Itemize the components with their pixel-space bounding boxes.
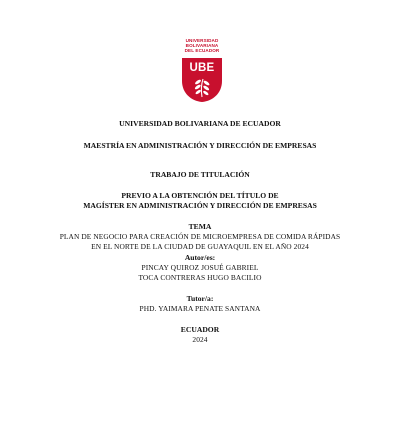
logo-text-line-2: BOLIVARIANA (185, 43, 219, 49)
tutor-name: PHD. YAIMARA PENATE SANTANA (139, 304, 261, 313)
author-name-2: TOCA CONTRERAS HUGO BACILIO (138, 273, 262, 282)
place: ECUADOR (180, 325, 220, 334)
year: 2024 (192, 335, 208, 344)
theme-heading: TEMA (188, 222, 212, 231)
university-name: UNIVERSIDAD BOLIVARIANA DE ECUADOR (119, 119, 281, 128)
theme-line-2: EN EL NORTE DE LA CIUDAD DE GUAYAQUIL EN EL AÑO 2024 (91, 242, 309, 251)
author-name-1: PINCAY QUIROZ JOSUÉ GABRIEL (141, 263, 259, 272)
logo-text-line-1: UNIVERSIDAD (185, 38, 219, 43)
logo-text-line-3: DEL ECUADOR (184, 48, 220, 54)
program-name: MAESTRÍA EN ADMINISTRACIÓN Y DIRECCIÓN DE EMPRESAS (83, 141, 317, 150)
logo-mark: UBE (189, 61, 215, 74)
tutor-heading: Tutor/a: (186, 294, 214, 303)
logo-shield (181, 57, 223, 103)
university-logo (172, 38, 232, 110)
purpose-line-1: PREVIO A LA OBTENCIÓN DEL TÍTULO DE (121, 191, 279, 200)
purpose-line-2: MAGÍSTER EN ADMINISTRACIÓN Y DIRECCIÓN DE EMPRESAS (83, 201, 317, 210)
authors-heading: Autor/es: (184, 253, 216, 262)
work-type: TRABAJO DE TITULACIÓN (150, 170, 250, 179)
theme-line-1: PLAN DE NEGOCIO PARA CREACIÓN DE MICROEMPRESA DE COMIDA RÁPIDAS (59, 232, 341, 241)
